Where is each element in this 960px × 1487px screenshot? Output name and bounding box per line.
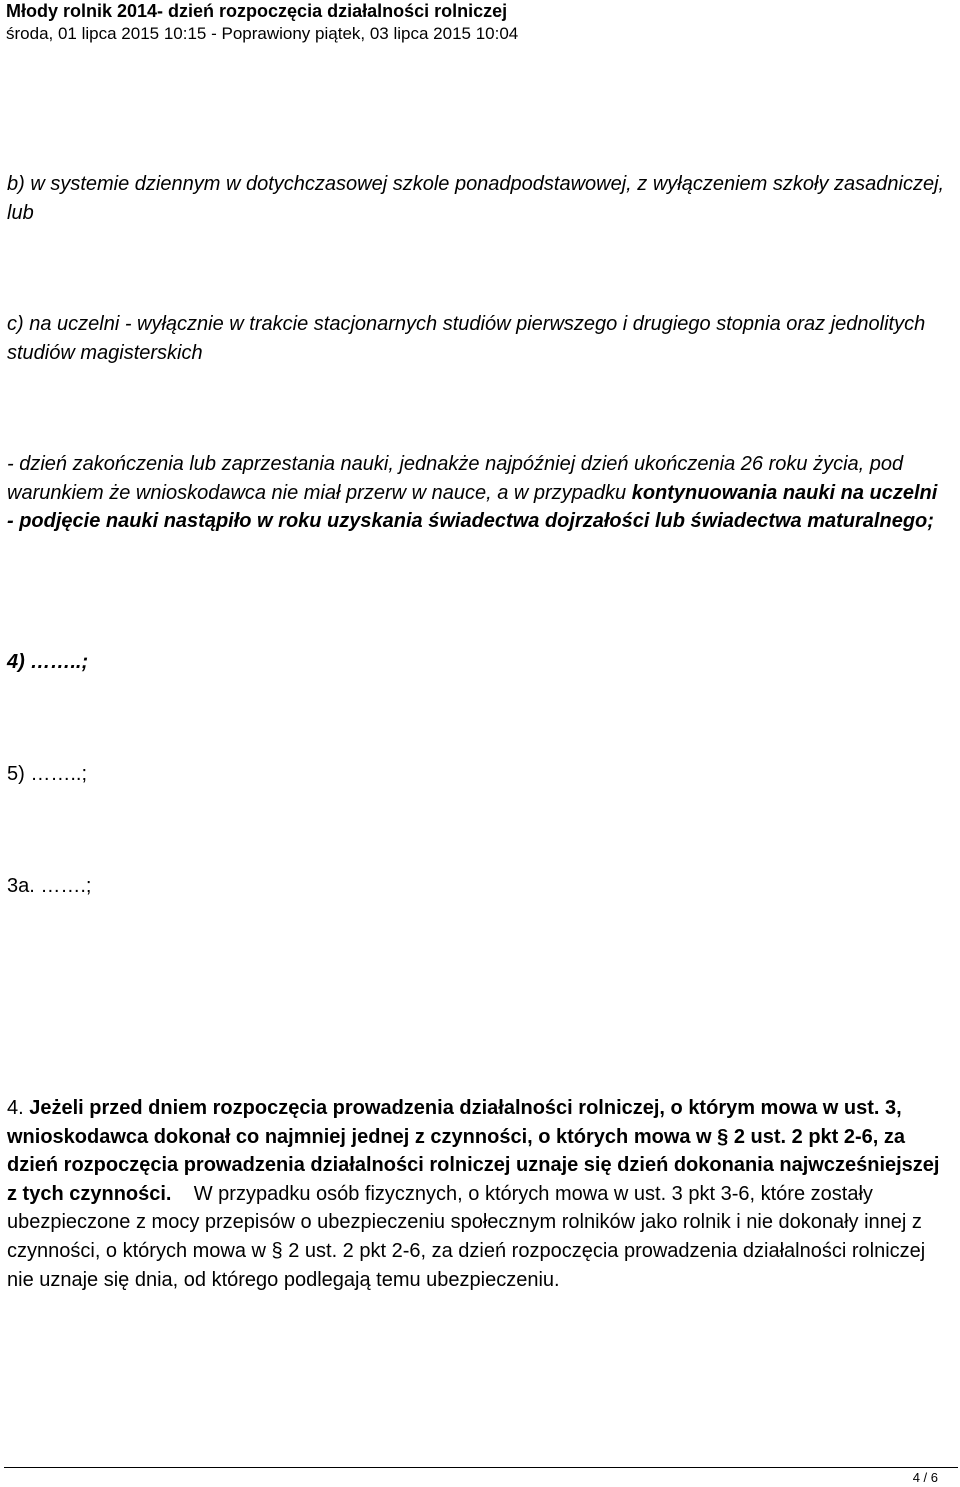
paragraph-dash-bold-text: kontynuowania nauki na uczelni - podjęcie nauki nastąpiło w roku uzyskania świadectwa dojrzałości lub świadectwa maturalnego;: [7, 481, 938, 533]
page-number: 4 / 6: [912, 1470, 938, 1485]
paragraph-4-number: 4.: [7, 1097, 30, 1119]
footer-divider: [4, 1467, 958, 1468]
item-5: 5) ……..;: [7, 763, 88, 785]
paragraph-dash: [7, 450, 947, 536]
paragraph-4-text: W przypadku osób fizycznych, o których mowa w ust. 3 pkt 3-6, które zostały ubezpieczone z mocy przepisów o ubezpieczeniu społecznym rolników jako rolnik i nie dokonały innej z czynności, o których mowa w § 2 ust. 2 pkt 2-6, za dzień rozpoczęcia prowadzenia działalności rolniczej nie uznaje się dnia, od którego podlegają temu ubezpieczeniu.: [7, 1182, 926, 1291]
paragraph-dash-text: - dzień zakończenia lub zaprzestania nauki, jednakże najpóźniej dzień ukończenia 26 roku życia, pod warunkiem że wnioskodawca nie miał przerw w nauce, a w przypadku: [7, 453, 904, 504]
document-dates: środa, 01 lipca 2015 10:15 - Poprawiony piątek, 03 lipca 2015 10:04: [6, 24, 519, 43]
paragraph-4: [7, 1094, 947, 1294]
paragraph-4-bold-text: Jeżeli przed dniem rozpoczęcia prowadzenia działalności rolniczej, o którym mowa w ust. 3, wnioskodawca dokonał co najmniej jednej z czynności, o których mowa w § 2 ust. 2 pkt 2-6, za dzień rozpoczęcia prowadzenia działalności rolniczej uznaje się dzień dokonania najwcześniejszej z tych czynności.: [7, 1097, 940, 1205]
paragraph-c: c) na uczelni - wyłącznie w trakcie stacjonarnych studiów pierwszego i drugiego stopnia oraz jednolitych studiów magisterskich: [7, 313, 926, 364]
document-title: Młody rolnik 2014- dzień rozpoczęcia działalności rolniczej: [6, 1, 508, 21]
item-4: 4) ……..;: [7, 651, 89, 673]
item-3a: 3a. …….;: [7, 875, 92, 897]
paragraph-4-spacer: [172, 1183, 194, 1205]
paragraph-b: b) w systemie dziennym w dotychczasowej szkole ponadpodstawowej, z wyłączeniem szkoły zasadniczej, lub: [7, 173, 945, 224]
